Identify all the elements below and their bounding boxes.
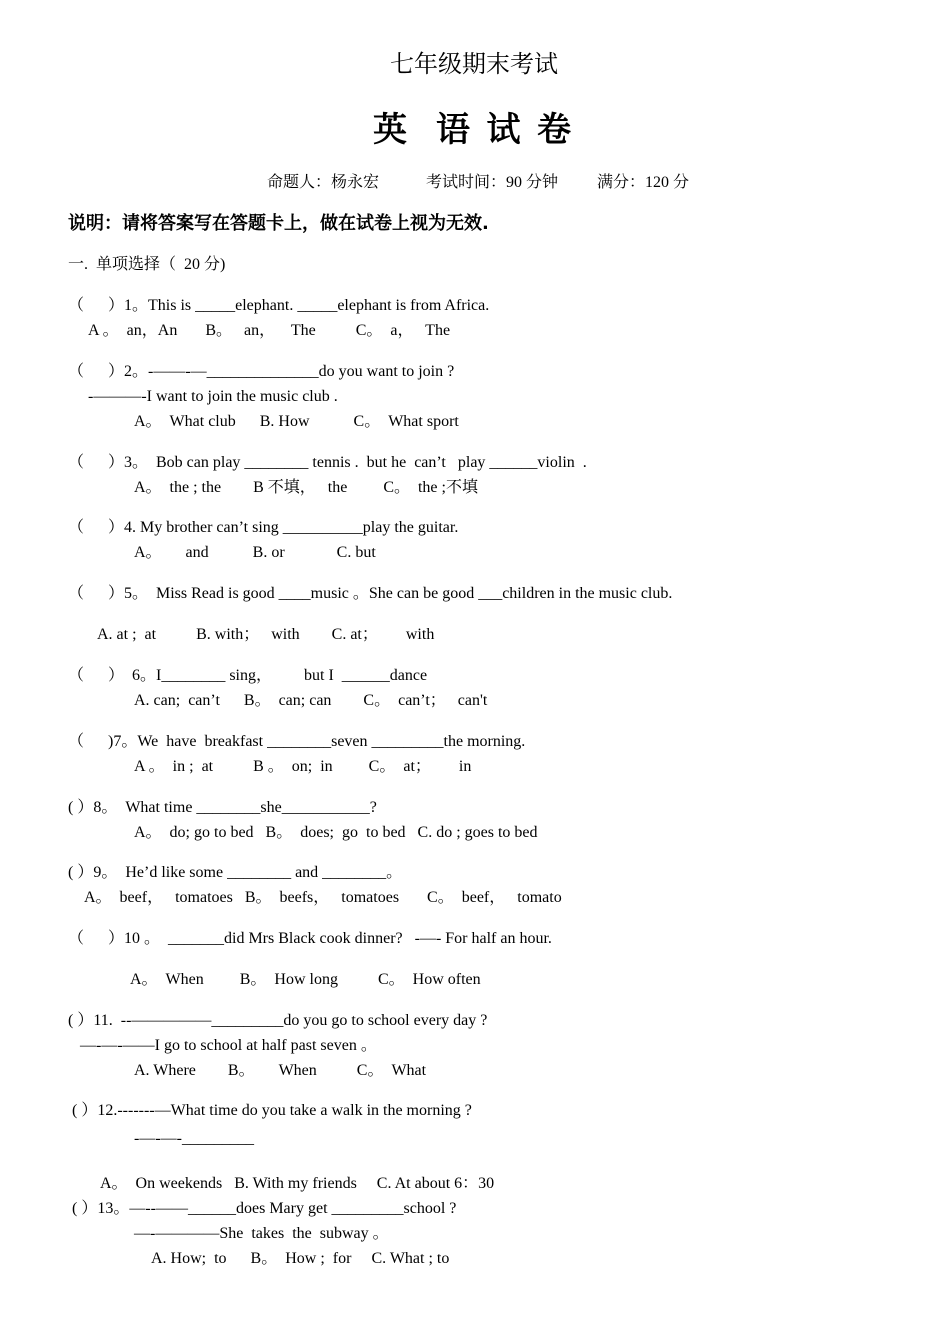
question-11-answer: —-—-——I go to school at half past seven 。 <box>80 1037 377 1054</box>
question-1: （ ）1。This is _____elephant. _____elephant is from Africa. <box>68 297 490 314</box>
exam-title: 七年级期末考试 <box>390 52 558 78</box>
question-4: （ ）4. My brother can’t sing __________play the guitar. <box>68 519 459 536</box>
question-8-options: A。 do; go to bed B。 does; go to bed C. do ; goes to bed <box>134 824 538 841</box>
question-3-options: A。 the ; the B 不填， the C。 the ;不填 <box>134 479 478 496</box>
question-3: （ ）3。 Bob can play ________ tennis . but he can’t play ______violin . <box>68 454 587 471</box>
question-10-options: A。 When B。 How long C。 How often <box>130 971 481 988</box>
question-5: （ ）5。 Miss Read is good ____music 。She can be good ___children in the music club. <box>68 585 673 602</box>
question-2-options: A。 What club B. How C。 What sport <box>134 413 459 430</box>
score-info: 满分：120 分 <box>597 174 690 191</box>
question-12: ( ）12.-------—What time do you take a walk in the morning ? <box>72 1102 472 1119</box>
question-7: （ )7。We have breakfast ________seven _________the morning. <box>68 733 526 750</box>
author-info: 命题人：杨永宏 <box>267 174 380 191</box>
question-9: ( ）9。 He’d like some ________ and ________。 <box>68 864 403 881</box>
question-4-options: A。 and B. or C. but <box>134 544 376 561</box>
question-6: （ ） 6。I________ sing， but I ______dance <box>68 667 428 684</box>
question-12-options: A。 On weekends B. With my friends C. At about 6：30 <box>100 1175 495 1192</box>
question-11: ( ）11. --—————_________do you go to school every day ? <box>68 1012 488 1029</box>
question-2-answer: -———-I want to join the music club . <box>88 388 338 405</box>
question-5-options: A. at ; at B. with； with C. at； with <box>97 626 435 643</box>
question-6-options: A. can; can’t B。 can; can C。 can’t； can't <box>134 692 488 709</box>
question-7-options: A 。 in ; at B 。 on; in C。 at； in <box>134 758 472 775</box>
question-13-options: A. How; to B。 How ; for C. What ; to <box>151 1250 450 1267</box>
exam-subtitle: 英 语 试 卷 <box>373 112 575 149</box>
section-heading: 一. 单项选择（ 20 分) <box>68 256 226 273</box>
question-13-answer: —-————She takes the subway 。 <box>134 1225 389 1242</box>
question-1-options: A 。 an，An B。 an， The C。 a， The <box>88 322 451 339</box>
question-9-options: A。 beef， tomatoes B。 beefs， tomatoes C。 beef， tomato <box>84 889 562 906</box>
question-2: （ ）2。-——-—______________do you want to join ? <box>68 363 455 380</box>
instructions-note: 说明：请将答案写在答题卡上，做在试卷上视为无效. <box>68 213 489 234</box>
time-info: 考试时间：90 分钟 <box>426 174 559 191</box>
question-12-answer: -—-—-_________ <box>134 1130 254 1147</box>
question-10: （ ）10 。 _______did Mrs Black cook dinner? -—- For half an hour. <box>68 930 552 947</box>
question-13: ( ）13。—--——______does Mary get _________school ? <box>72 1200 457 1217</box>
question-8: ( ）8。 What time ________she___________? <box>68 799 377 816</box>
question-11-options: A. Where B。 When C。 What <box>134 1062 427 1079</box>
